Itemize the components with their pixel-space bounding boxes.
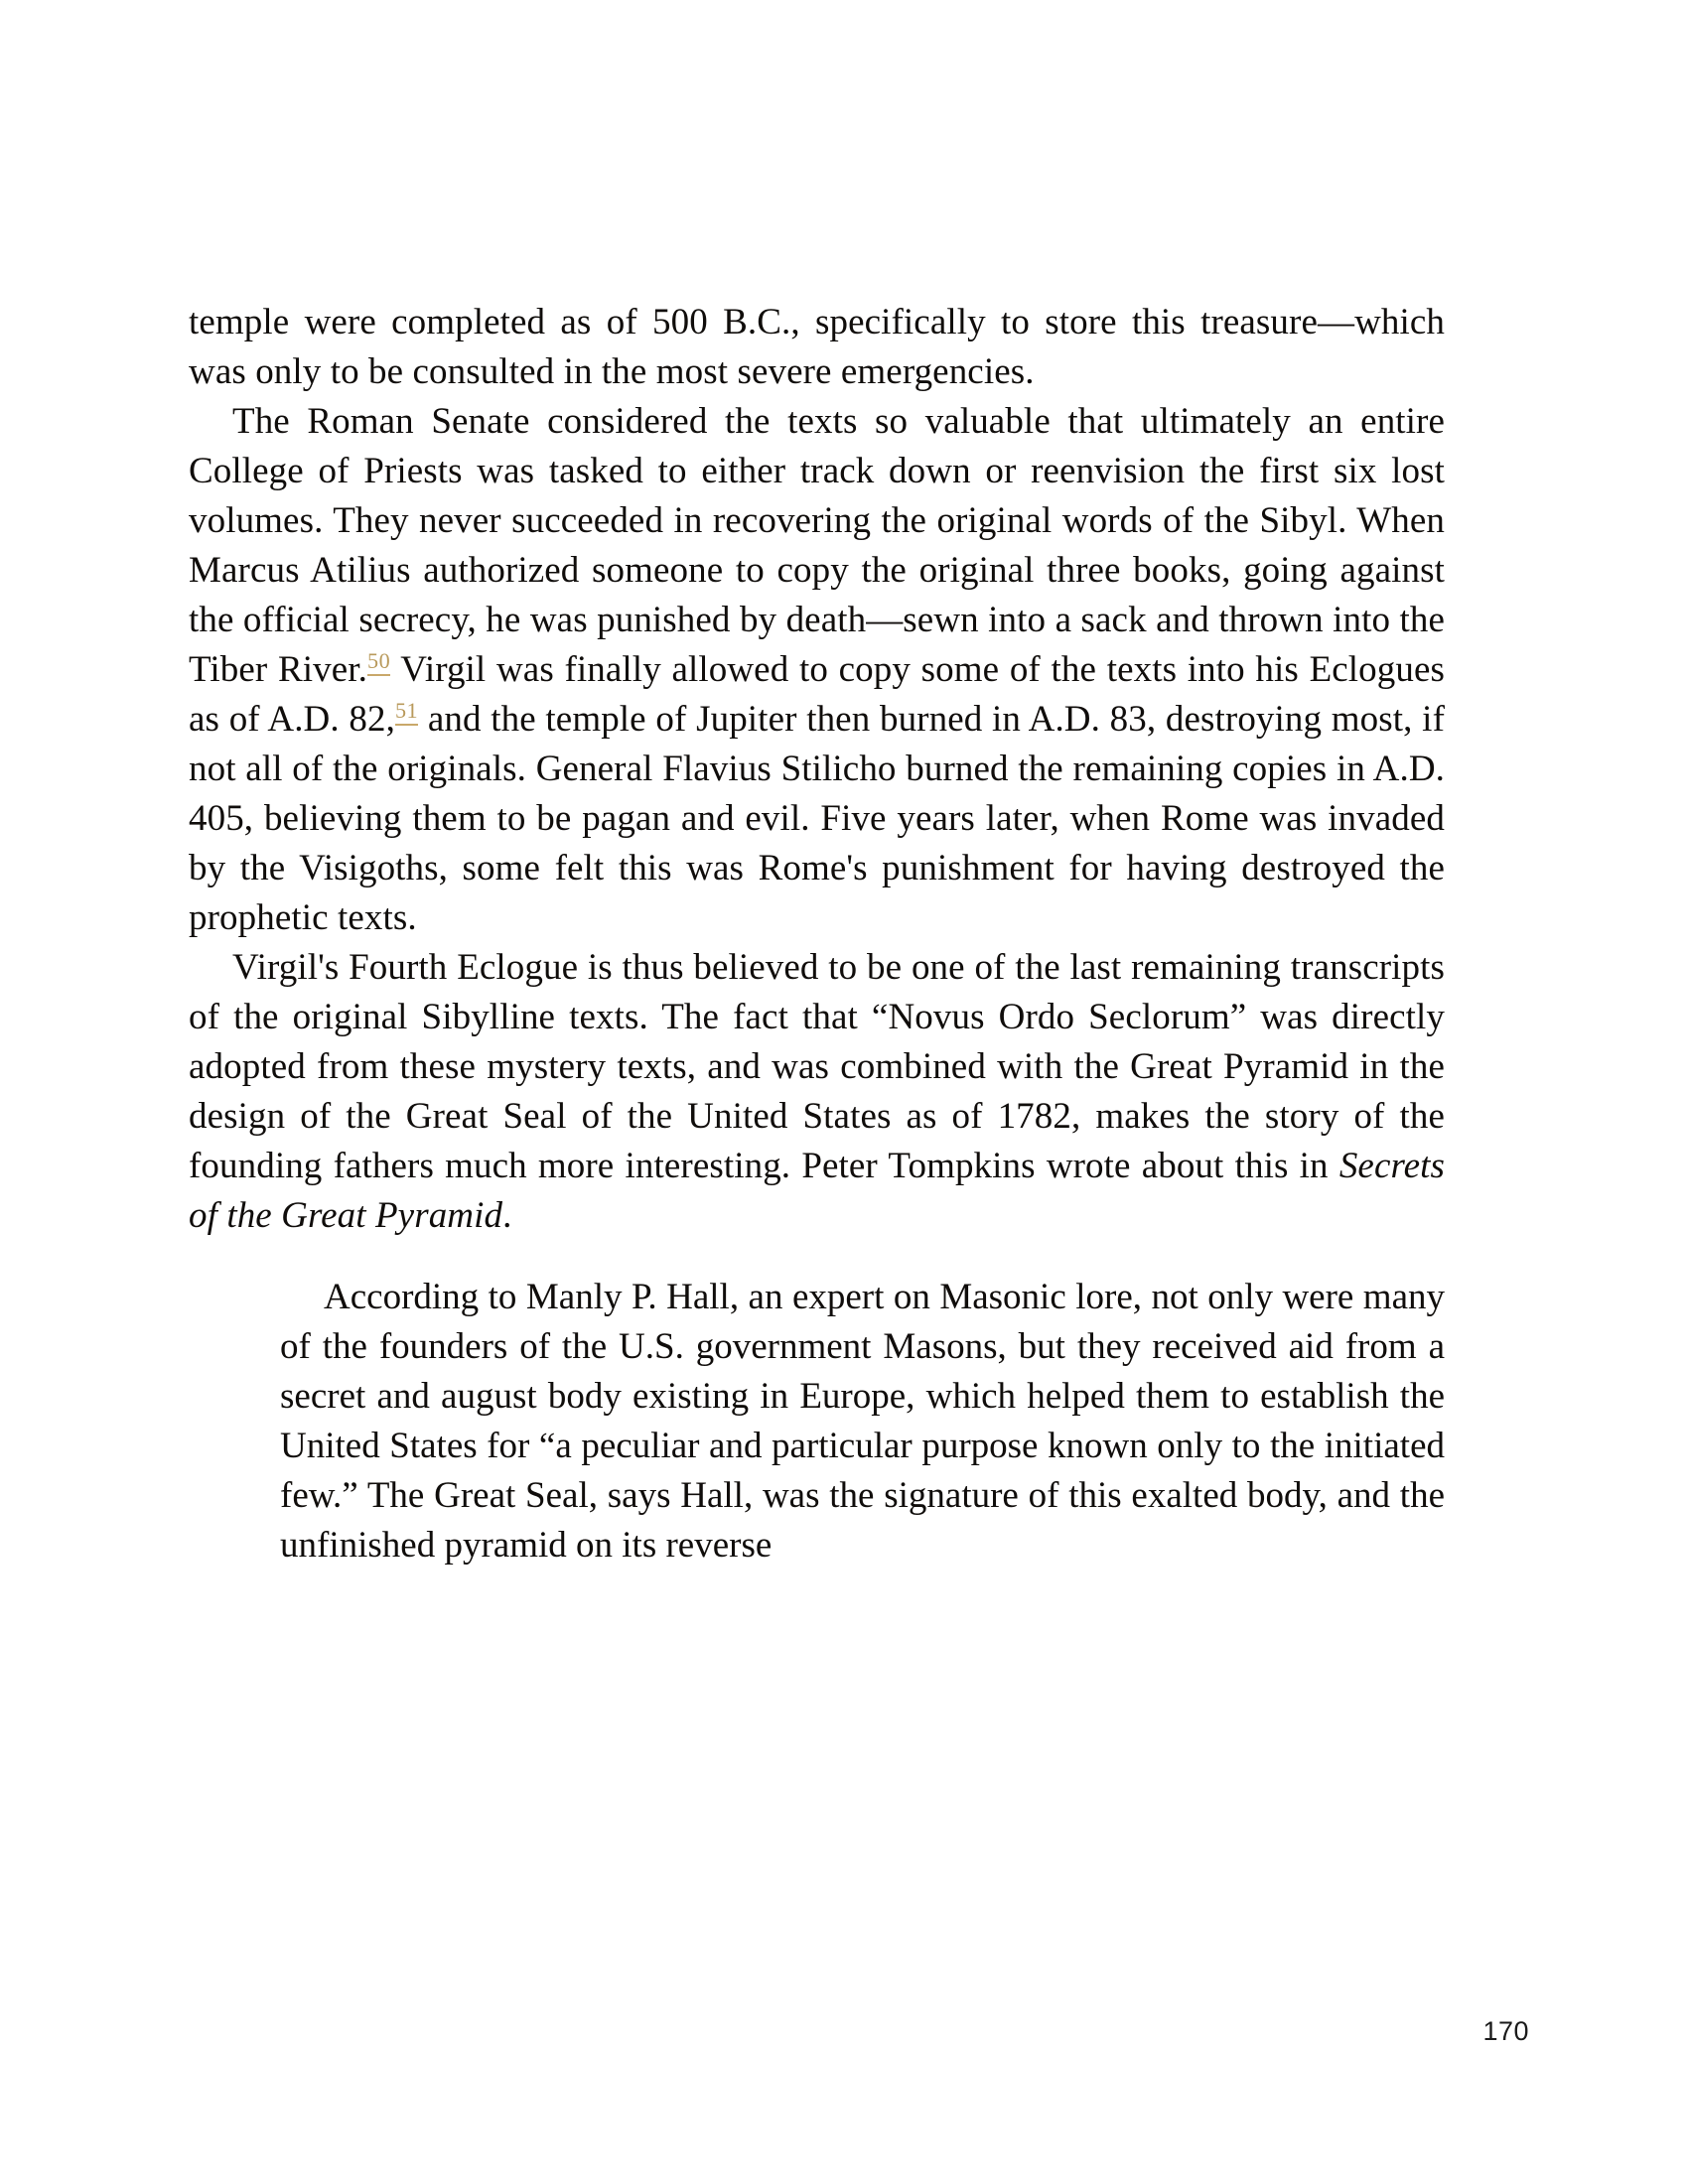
paragraph-text-part-3: and the temple of Jupiter then burned in A.D. 83, destroying most, if not all of the originals. General Flavius Stilicho burned the remaining copies in A.D. 405, believing them to be pagan and evil. Five years later, when Rome was invaded by the Visigoths, some felt this was Rome's punishment for having destroyed the prophetic texts. xyxy=(189,699,1445,938)
paragraph-fourth-eclogue xyxy=(189,943,1445,1241)
page-text-column xyxy=(189,298,1445,1570)
paragraph-continued: temple were completed as of 500 B.C., specifically to store this treasure—which was only to be consulted in the most severe emergencies. xyxy=(189,302,1445,392)
paragraph-text-part-2: . xyxy=(502,1195,512,1236)
page-number: 170 xyxy=(1482,2016,1529,2046)
paragraph-text-part-1: The Roman Senate considered the texts so valuable that ultimately an entire College of Priests was tasked to either track down or reenvision the first six lost volumes. They never succeeded in recovering the original words of the Sibyl. When Marcus Atilius authorized someone to copy the original three books, going against the official secrecy, he was punished by death—sewn into a sack and thrown into the Tiber River. xyxy=(189,401,1445,690)
footnote-marker-50[interactable]: 50 xyxy=(367,648,390,676)
footnote-marker-51[interactable]: 51 xyxy=(395,698,418,726)
paragraph-roman-senate xyxy=(189,397,1445,943)
book-title-secrets-of-the-great-pyramid: Secrets of the Great Pyramid xyxy=(189,1146,1445,1236)
blockquote-manly-p-hall: According to Manly P. Hall, an expert on Masonic lore, not only were many of the founders of the U.S. government Masons, but they received aid from a secret and august body existing in Europe, which helped them to establish the United States for “a peculiar and particular purpose known only to the initiated few.” The Great Seal, says Hall, was the signature of this exalted body, and the unfinished pyramid on its reverse xyxy=(280,1277,1445,1566)
paragraph-text-part-2: Virgil was finally allowed to copy some of the texts into his Eclogues as of A.D. 82, xyxy=(189,649,1445,740)
paragraph-text-part-1: Virgil's Fourth Eclogue is thus believed to be one of the last remaining transcripts of the original Sibylline texts. The fact that “Novus Ordo Seclorum” was directly adopted from these mystery texts, and was combined with the Great Pyramid in the design of the Great Seal of the United States as of 1782, makes the story of the founding fathers much more interesting. Peter Tompkins wrote about this in xyxy=(189,947,1445,1186)
